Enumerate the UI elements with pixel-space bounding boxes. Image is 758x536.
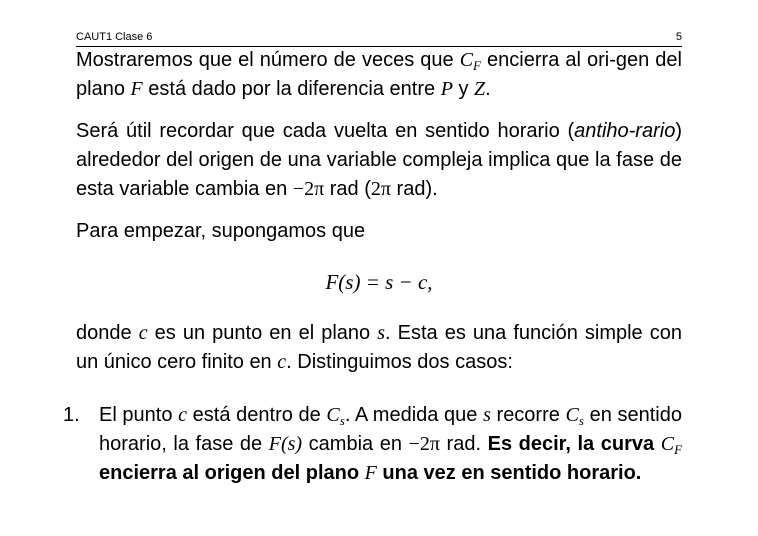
text: El punto (99, 404, 179, 426)
list-item (99, 401, 682, 488)
curve-symbol (460, 49, 481, 71)
symbol: C (660, 433, 675, 455)
text: rad. (439, 433, 488, 455)
text: y (452, 78, 475, 100)
curve-symbol (661, 433, 682, 455)
math-var: c (138, 322, 148, 344)
math-var: F (130, 78, 143, 100)
symbol: C (565, 404, 579, 426)
text: cambia en (302, 433, 409, 455)
math-expr: 2π (370, 178, 391, 200)
math-var: s (483, 404, 491, 426)
subscript: s (339, 413, 345, 428)
text: está dentro de (187, 404, 327, 426)
text: donde (76, 322, 139, 344)
equation: F(s) = s − c, (325, 270, 433, 294)
text: . Distinguimos dos casos: (286, 351, 513, 373)
paragraph-start (76, 217, 682, 246)
text: rad ( (324, 178, 371, 200)
math-var: F (364, 462, 377, 484)
list-number: 1. (63, 404, 80, 426)
paragraph-rotation (76, 117, 682, 204)
math-expr: −2π (408, 433, 440, 455)
text: Mostraremos que el número de veces que (76, 49, 460, 71)
page-header (76, 28, 682, 46)
text: Es decir, la curva (487, 433, 661, 455)
text: encierra al origen del plano (99, 462, 365, 484)
text: ) alrededor del origen de una variable compleja implica que la fase de esta variable cambia en (76, 120, 682, 200)
text: en sentido horario, la fase de (99, 404, 682, 455)
text: encierra al ori-gen del plano (76, 49, 682, 100)
subscript: s (578, 413, 584, 428)
text: es un punto en el plano (147, 322, 378, 344)
text: Para empezar, supongamos que (76, 220, 366, 242)
symbol: C (459, 49, 474, 71)
text: recorre (490, 404, 566, 426)
text: Será útil recordar que cada vuelta en sentido horario ( (76, 120, 575, 142)
text: está dado por la diferencia entre (142, 78, 441, 100)
text: . (485, 78, 491, 100)
curve-symbol (326, 404, 344, 426)
case-list (63, 401, 682, 488)
text: . Esta es una función simple con un único cero finito en (76, 322, 682, 373)
course-title: CAUT1 Clase 6 (76, 31, 153, 43)
slide-content (76, 46, 682, 377)
math-expr: F(s) (268, 433, 303, 455)
symbol: C (326, 404, 340, 426)
paragraph-intro (76, 46, 682, 104)
paragraph-where (76, 319, 682, 377)
text: una vez en sentido horario. (376, 462, 642, 484)
math-var: Z (474, 78, 486, 100)
math-var: c (277, 351, 287, 373)
math-var: c (178, 404, 188, 426)
subscript: F (473, 58, 481, 73)
math-expr: −2π (292, 178, 325, 200)
italic-text: antiho-rario (574, 120, 676, 142)
text: rad). (390, 178, 438, 200)
math-var: s (377, 322, 385, 344)
math-var: P (440, 78, 453, 100)
page-number: 5 (675, 31, 682, 43)
text: . A medida que (344, 404, 484, 426)
subscript: F (674, 442, 683, 457)
curve-symbol (566, 404, 584, 426)
